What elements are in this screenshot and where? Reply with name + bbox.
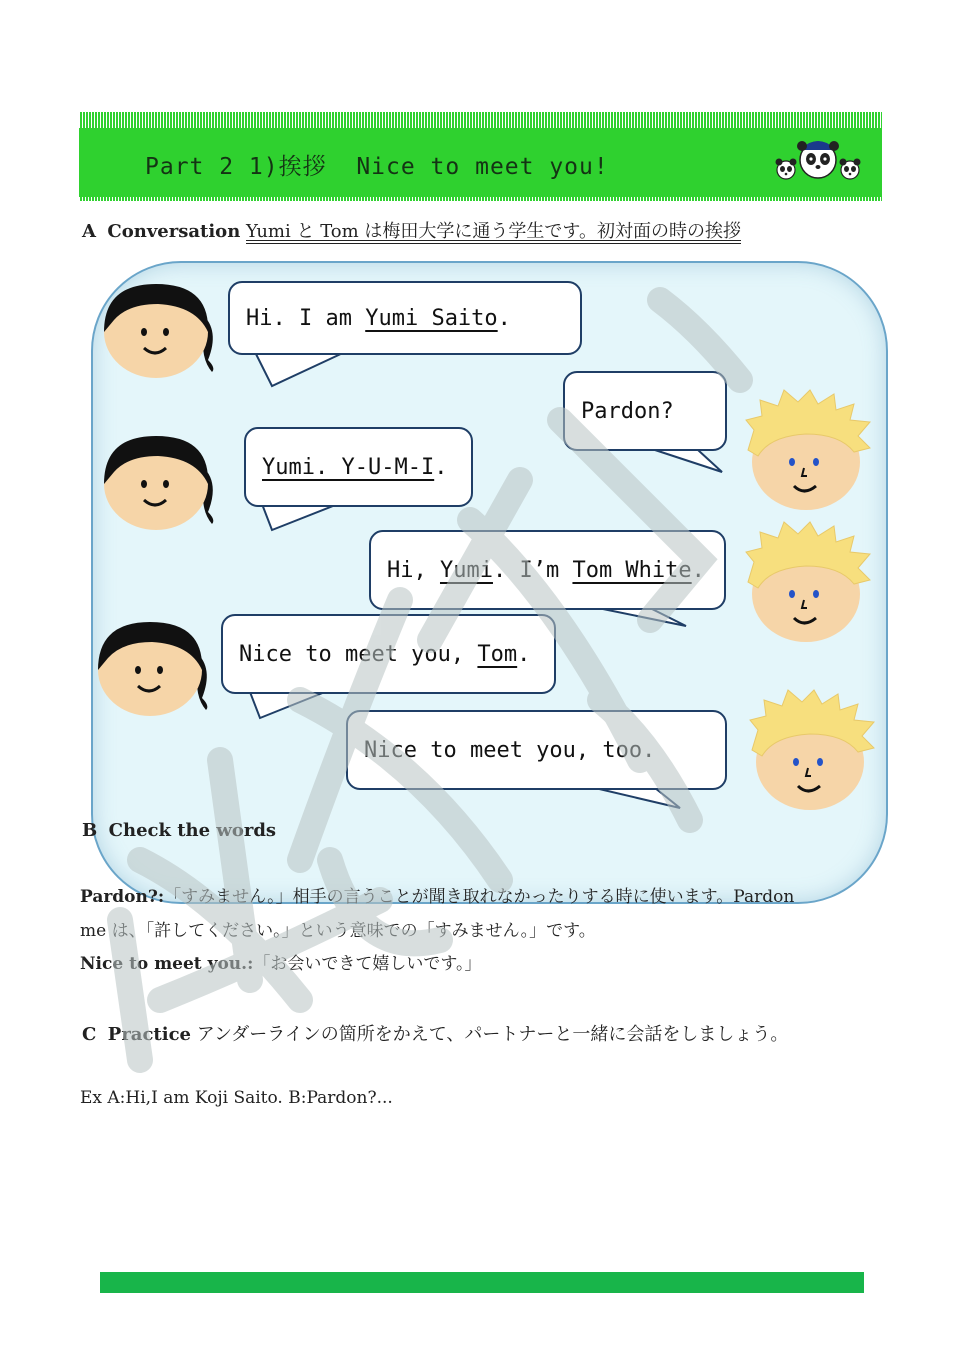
practice-example-text: Ex A:Hi,I am Koji Saito. B:Pardon?...: [80, 1088, 393, 1108]
pardon-definition-1: 「すみません。」相手の言うことが聞き取れなかったりする時に使います。Pardon: [164, 887, 795, 907]
footer-bar: [100, 1272, 864, 1293]
section-b-label: B: [82, 820, 98, 841]
section-b-title: Check the words: [108, 820, 277, 841]
tom-face-icon: [744, 522, 874, 646]
tom-face-icon: [744, 390, 874, 514]
bubble-4-underlined-yumi: Yumi: [439, 557, 493, 583]
section-c-heading: [82, 1020, 788, 1046]
pardon-definition-line-2: [80, 921, 596, 941]
section-c-label: C: [82, 1024, 97, 1045]
bubble-6-text: Nice to meet you, too.: [364, 737, 656, 763]
yumi-face-icon: [98, 280, 222, 384]
banner-stripe-top: [79, 112, 882, 128]
bubble-yumi-nice: [221, 614, 556, 694]
tom-face-icon: [748, 690, 878, 814]
bubble-5-text-start: Nice to meet you,: [239, 641, 478, 667]
pardon-definition-2: me は、「許してください。」という意味での「すみません。」です。: [80, 921, 596, 941]
nice-term: Nice to meet you.:: [80, 954, 254, 974]
bubble-5-underlined-tom: Tom: [477, 641, 518, 667]
bubble-tom-nice-too: [346, 710, 727, 790]
bubble-tom-pardon: [563, 371, 727, 451]
bubble-1-text-start: Hi. I am: [246, 305, 366, 331]
yumi-face-icon: [92, 618, 216, 722]
bubble-3-text-end: .: [434, 454, 448, 480]
yumi-face-icon: [98, 432, 222, 536]
nice-definition: 「お会いできて嬉しいです。」: [253, 954, 482, 974]
pardon-term: Pardon?:: [80, 887, 165, 907]
header-banner: [79, 112, 882, 201]
bubble-3-underlined-name: Yumi. Y-U-M-I: [262, 454, 435, 480]
pardon-definition-line-1: [80, 887, 794, 907]
section-c-instruction: アンダーラインの箇所をかえて、パートナーと一緒に会話をしましょう。: [196, 1024, 789, 1045]
bubble-tom-intro: [369, 530, 726, 610]
bubble-4-text-end: .: [691, 557, 705, 583]
panda-icon: [772, 134, 864, 190]
practice-example: [80, 1088, 393, 1108]
section-a-label: A: [82, 221, 96, 242]
section-a-subtitle: Yumi と Tom は梅田大学に通う学生です。初対面の時の挨拶: [246, 221, 741, 242]
section-a-heading: [82, 217, 741, 243]
section-c-title: Practice: [107, 1024, 191, 1045]
bubble-4-text-start: Hi,: [387, 557, 440, 583]
page-title: Part 2 1)挨拶 Nice to meet you!: [145, 154, 609, 180]
bubble-4-text-mid: . I’m: [492, 557, 573, 583]
bubble-1-text-end: .: [497, 305, 511, 331]
section-b-heading: [82, 820, 276, 841]
section-a-title: Conversation: [107, 221, 241, 242]
bubble-4-underlined-name: Tom White: [572, 557, 692, 583]
banner-stripe-bottom: [79, 197, 882, 201]
bubble-5-text-end: .: [517, 641, 531, 667]
bubble-1-underlined-name: Yumi Saito: [365, 305, 498, 331]
nice-definition-line: [80, 954, 482, 974]
bubble-yumi-intro: [228, 281, 582, 355]
bubble-2-text: Pardon?: [581, 398, 674, 424]
bubble-yumi-spell: [244, 427, 473, 507]
